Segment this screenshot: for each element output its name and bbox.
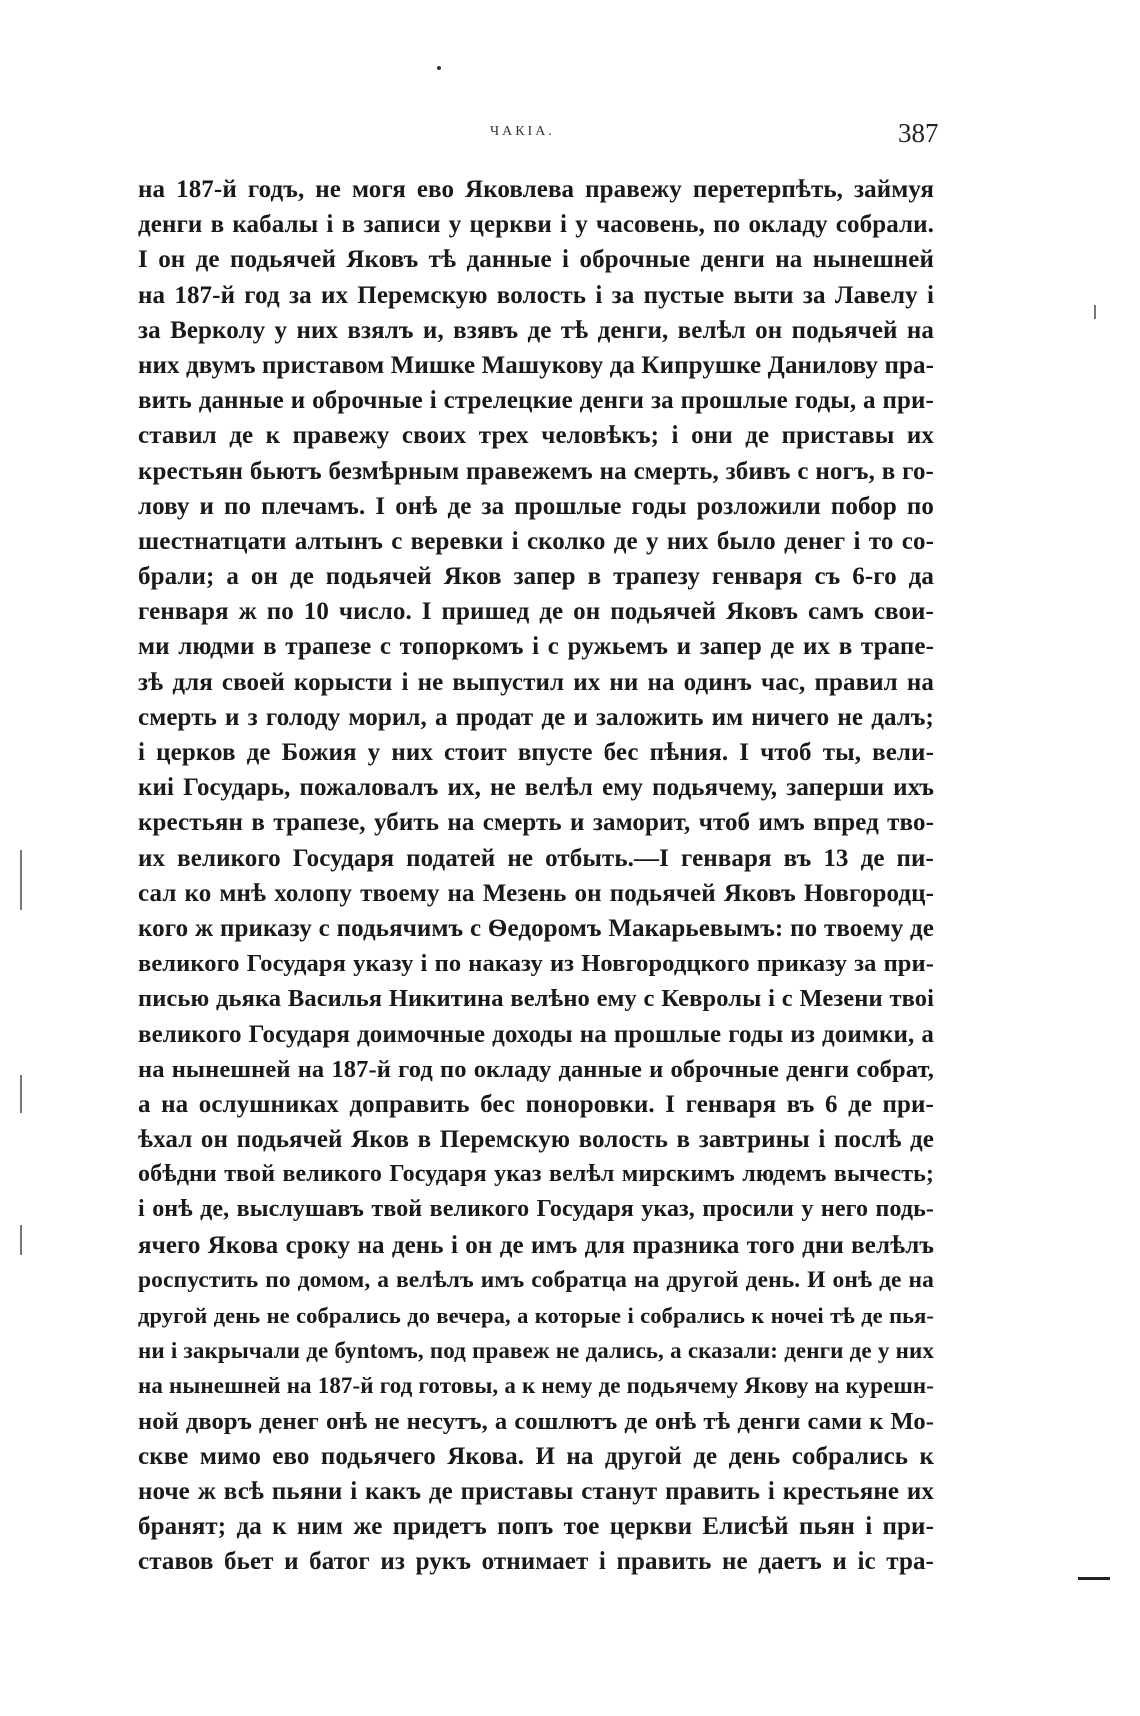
scan-corner-dash	[1078, 1577, 1110, 1580]
scan-edge-mark	[1094, 305, 1096, 319]
text-line: зѣ для своей корысти і не выпустил их ни на одинъ час, правил на	[138, 668, 934, 696]
scan-edge-mark	[20, 1075, 22, 1113]
text-line: киі Государь, пожаловалъ их, не велѣл ему подьячему, заперши ихъ	[138, 774, 934, 802]
text-line: на 187-й год за их Перемскую волость і за пустые выти за Лавелу і	[138, 281, 934, 309]
text-line: і онѣ де, выслушавъ твой великого Государя указ, просили у него подь-	[138, 1196, 934, 1223]
text-line: на 187-й годъ, не могя ево Яковлева правежу перетерпѣть, займуя	[138, 176, 934, 203]
text-line: великого Государя доимочные доходы на прошлые годы из доимки, а	[138, 1020, 934, 1048]
running-head: ЧАКІА.	[490, 124, 555, 139]
text-line: обѣдни твой великого Государя указ велѣл мирскимъ людемъ вычесть;	[138, 1161, 934, 1188]
text-line: ной дворъ денег онѣ не несутъ, а сошлютъ де онѣ тѣ денги сами к Мо-	[138, 1407, 934, 1435]
text-line: сал ко мнѣ холопу твоему на Мезень он подьячей Яковъ Новгородц-	[138, 879, 934, 907]
text-line: шестнатцати алтынъ с веревки і сколко де у них было денег і то со-	[138, 527, 934, 555]
scan-edge-mark	[20, 850, 22, 910]
text-line: ставил де к правежу своих трех человѣкъ; і они де приставы их	[138, 422, 934, 450]
text-line: ноче ж всѣ пьяни і какъ де приставы станут править і крестьяне их	[138, 1477, 934, 1505]
text-line: ставов бьет и батог из рукъ отнимает і править не даетъ и іс тра-	[138, 1548, 934, 1576]
text-line: а на ослушниках доправить бес поноровки. І генваря въ 6 де при-	[138, 1090, 934, 1118]
text-line: другой день не собрались до вечера, а которые і собрались к ночеі тѣ де пья-	[138, 1303, 934, 1328]
text-line: бранят; да к ним же придетъ попъ тое церкви Елисѣй пьян і при-	[138, 1513, 934, 1541]
text-line: брали; а он де подьячей Яков запер в трапезу генваря съ 6-го да	[138, 563, 934, 591]
text-line: их великого Государя податей не отбыть.—І генваря въ 13 де пи-	[138, 844, 934, 872]
text-line: ѣхал он подьячей Яков в Перемскую волость в завтрины і послѣ де	[138, 1126, 934, 1154]
print-speck	[437, 66, 441, 70]
text-line: скве мимо ево подьячего Якова. И на другой де день собрались к	[138, 1442, 934, 1470]
text-line: на нынешней на 187-й год готовы, а к нему де подьячему Якову на курешн-	[138, 1373, 934, 1399]
text-line: них двумъ приставом Мишке Машукову да Кипрушке Данилову пра-	[138, 351, 934, 379]
page-number: 387	[898, 118, 939, 148]
text-line: денги в кабалы і в записи у церкви і у часовень, по окладу собрали.	[138, 211, 934, 239]
text-line: лову и по плечамъ. І онѣ де за прошлые годы розложили побор по	[138, 492, 934, 520]
text-line: ни і закрычали де буntомъ, под правеж не дались, а сказали: денги де у них	[138, 1338, 934, 1364]
text-line: і церков де Божия у них стоит впусте бес пѣния. І чтоб ты, вели-	[138, 739, 934, 766]
text-line: генваря ж по 10 число. І пришед де он подьячей Яковъ самъ свои-	[138, 598, 934, 626]
text-line: крестьян в трапезе, убить на смерть и заморит, чтоб имъ впред тво-	[138, 809, 934, 837]
text-line: ми людми в трапезе с топоркомъ і с ружьемъ и запер де их в трапе-	[138, 633, 934, 661]
text-line: ячего Якова сроку на день і он де имъ для празника того дни велѣлъ	[138, 1231, 934, 1259]
text-line: вить данные и оброчные і стрелецкие денги за прошлые годы, а при-	[138, 387, 934, 415]
text-line: смерть и з голоду морил, а продат де и заложить им ничего не далъ;	[138, 703, 934, 731]
text-line: на нынешней на 187-й год по окладу данные и оброчные денги собрат,	[138, 1055, 934, 1083]
text-line: І он де подьячей Яковъ тѣ данные і оброчные денги на нынешней	[138, 246, 934, 274]
scan-edge-mark	[20, 1225, 22, 1255]
body-text	[138, 172, 934, 1580]
text-line: крестьян бьютъ безмѣрным правежемъ на смерть, збивъ с ногъ, в го-	[138, 457, 934, 485]
text-line: писью дьяка Василья Никитина велѣно ему с Кевролы і с Мезени твоі	[138, 985, 934, 1013]
text-line: кого ж приказу с подьячимъ с Ѳедоромъ Макарьевымъ: по твоему де	[138, 914, 934, 942]
text-line: великого Государя указу і по наказу из Новгородцкого приказу за при-	[138, 950, 934, 978]
text-line: за Верколу у них взялъ и, взявъ де тѣ денги, велѣл он подьячей на	[138, 316, 934, 344]
text-line: роспустить по домом, а велѣлъ имъ собратца на другой день. И онѣ де на	[138, 1266, 934, 1293]
